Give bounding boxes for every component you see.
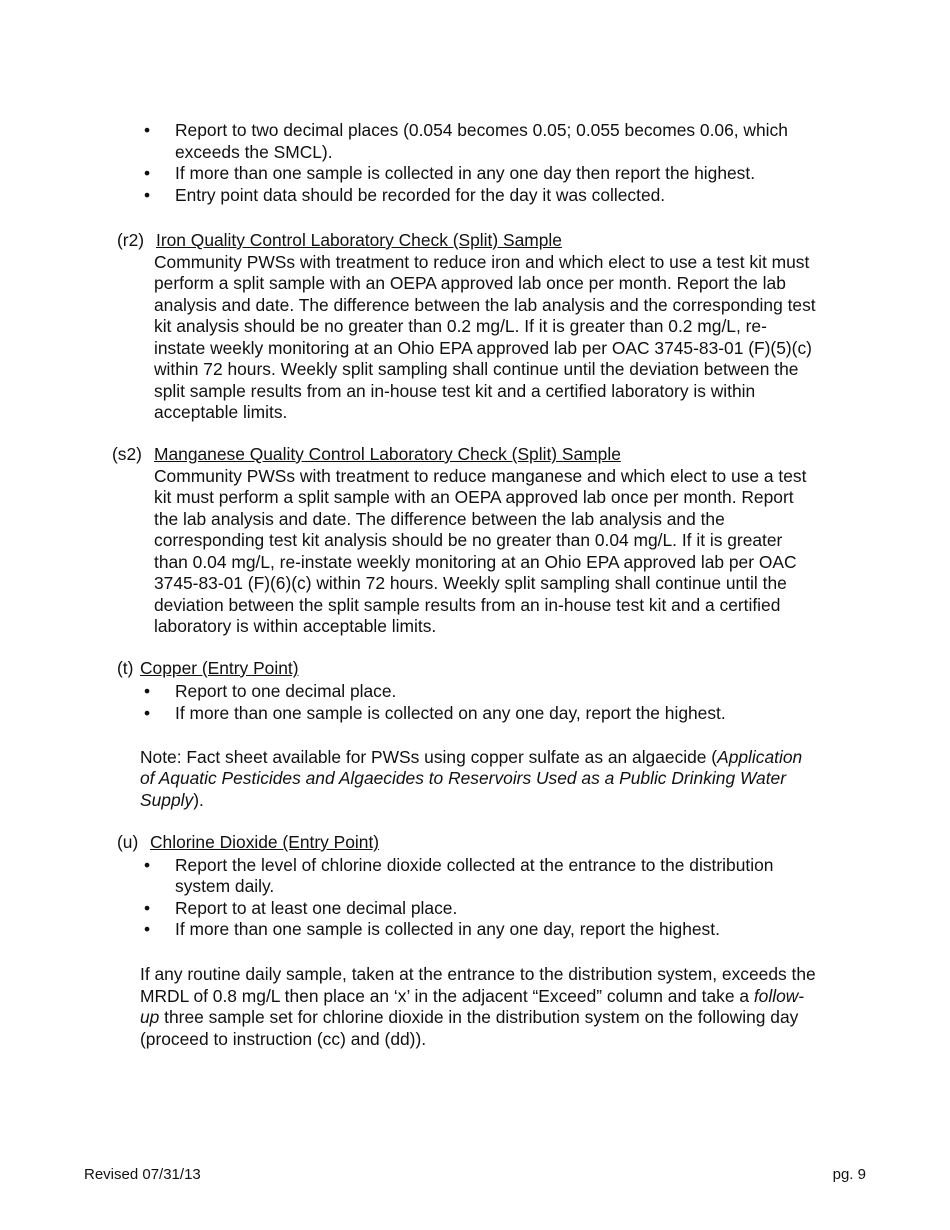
section-title: Copper (Entry Point) (140, 658, 299, 678)
paragraph-line: laboratory is within acceptable limits. (154, 616, 437, 636)
bullet-text: Report to one decimal place. (175, 681, 397, 701)
paragraph-line: (proceed to instruction (cc) and (dd)). (140, 1028, 427, 1049)
paragraph-line: Community PWSs with treatment to reduce iron and which elect to use a test kit must (154, 251, 810, 272)
section-r2-body (154, 252, 816, 424)
paragraph-line: split sample results from an in-house test kit and a certified laboratory is within (154, 380, 756, 401)
bullet-icon: • (143, 120, 151, 140)
bullet-icon: • (143, 854, 151, 875)
bullet-icon: • (143, 919, 151, 939)
list-item (140, 855, 860, 898)
paragraph-line (140, 986, 816, 1008)
paragraph-line: corresponding test kit analysis should be no greater than 0.04 mg/L. If it is greater (154, 530, 783, 550)
top-bullet-list (140, 120, 860, 206)
list-item (140, 898, 860, 920)
note-italic-text: of Aquatic Pesticides and Algaecides to Reservoirs Used as a Public Drinking Water (140, 768, 787, 788)
paragraph-line: kit analysis should be no greater than 0.2 mg/L. If it is greater than 0.2 mg/L, re- (154, 316, 767, 336)
paragraph-italic-text: up (140, 1007, 160, 1027)
section-t-heading (117, 658, 299, 680)
list-item (140, 681, 860, 703)
section-label: (s2) (112, 444, 142, 464)
section-r2-heading (117, 230, 562, 252)
list-item (140, 120, 860, 163)
bullet-icon: • (143, 897, 151, 918)
paragraph-line: than 0.04 mg/L, re-instate weekly monitoring at an Ohio EPA approved lab per OAC (154, 551, 797, 572)
section-label: (t) (117, 658, 134, 678)
section-s2-body (154, 466, 806, 638)
section-title: Iron Quality Control Laboratory Check (Split) Sample (156, 230, 562, 250)
note-line (140, 747, 802, 769)
paragraph-line: acceptable limits. (154, 402, 288, 422)
note-italic-text: Application (717, 746, 803, 767)
note-italic-text: Supply (140, 789, 194, 810)
section-title: Manganese Quality Control Laboratory Check (Split) Sample (154, 444, 621, 464)
bullet-icon: • (143, 681, 151, 701)
paragraph-line: perform a split sample with an OEPA approved lab once per month. Report the lab (154, 273, 786, 293)
list-item (140, 703, 860, 725)
note-text: ). (193, 789, 204, 810)
paragraph-line: instate weekly monitoring at an Ohio EPA approved lab per OAC 3745-83-01 (F)(5)(c) (154, 337, 812, 358)
list-item (140, 185, 860, 207)
bullet-icon: • (143, 184, 151, 205)
bullet-text: system daily. (175, 876, 275, 896)
list-item (140, 163, 860, 185)
bullet-text: If more than one sample is collected on any one day, report the highest. (175, 702, 726, 723)
paragraph-line: deviation between the split sample results from an in-house test kit and a certified (154, 594, 781, 615)
section-t-note (140, 747, 802, 812)
paragraph-line (140, 1007, 816, 1029)
section-title: Chlorine Dioxide (Entry Point) (150, 832, 380, 852)
section-label: (r2) (117, 230, 145, 250)
bullet-text: exceeds the SMCL). (175, 141, 333, 162)
paragraph-text: MRDL of 0.8 mg/L then place an ‘x’ in the adjacent “Exceed” column and take a (140, 985, 754, 1006)
paragraph-italic-text: follow- (753, 985, 805, 1006)
note-line (140, 790, 802, 812)
bullet-text: If more than one sample is collected in any one day, report the highest. (175, 919, 720, 939)
paragraph-line: the lab analysis and date. The difference between the lab analysis and the (154, 508, 725, 529)
section-u-heading (117, 832, 379, 854)
bullet-text: Entry point data should be recorded for the day it was collected. (175, 184, 666, 205)
section-label: (u) (117, 832, 139, 852)
paragraph-text: three sample set for chlorine dioxide in the distribution system on the following day (159, 1007, 799, 1027)
paragraph-line: within 72 hours. Weekly split sampling shall continue until the deviation between the (154, 359, 799, 379)
bullet-icon: • (143, 163, 151, 183)
section-t-bullets (140, 681, 860, 724)
section-s2-heading (112, 444, 621, 466)
paragraph-line: analysis and date. The difference between the lab analysis and the corresponding test (154, 294, 816, 315)
note-text: Note: Fact sheet available for PWSs using copper sulfate as an algaecide ( (140, 746, 718, 767)
footer-page-number: pg. 9 (832, 1166, 866, 1183)
paragraph-line: Community PWSs with treatment to reduce manganese and which elect to use a test (154, 465, 807, 486)
section-u-paragraph (140, 964, 816, 1050)
paragraph-line: kit must perform a split sample with an OEPA approved lab once per month. Report (154, 487, 794, 507)
section-u-bullets (140, 855, 860, 941)
bullet-text: Report the level of chlorine dioxide collected at the entrance to the distribution (175, 854, 774, 875)
list-item (140, 919, 860, 941)
paragraph-line: If any routine daily sample, taken at the entrance to the distribution system, exceeds the (140, 964, 816, 984)
bullet-text: Report to at least one decimal place. (175, 897, 458, 918)
bullet-icon: • (143, 702, 151, 723)
bullet-text: Report to two decimal places (0.054 becomes 0.05; 0.055 becomes 0.06, which (175, 120, 788, 140)
footer-revised-date: Revised 07/31/13 (84, 1166, 201, 1183)
bullet-text: If more than one sample is collected in any one day then report the highest. (175, 163, 756, 183)
note-line (140, 768, 802, 790)
paragraph-line: 3745-83-01 (F)(6)(c) within 72 hours. Weekly split sampling shall continue until the (154, 573, 787, 593)
